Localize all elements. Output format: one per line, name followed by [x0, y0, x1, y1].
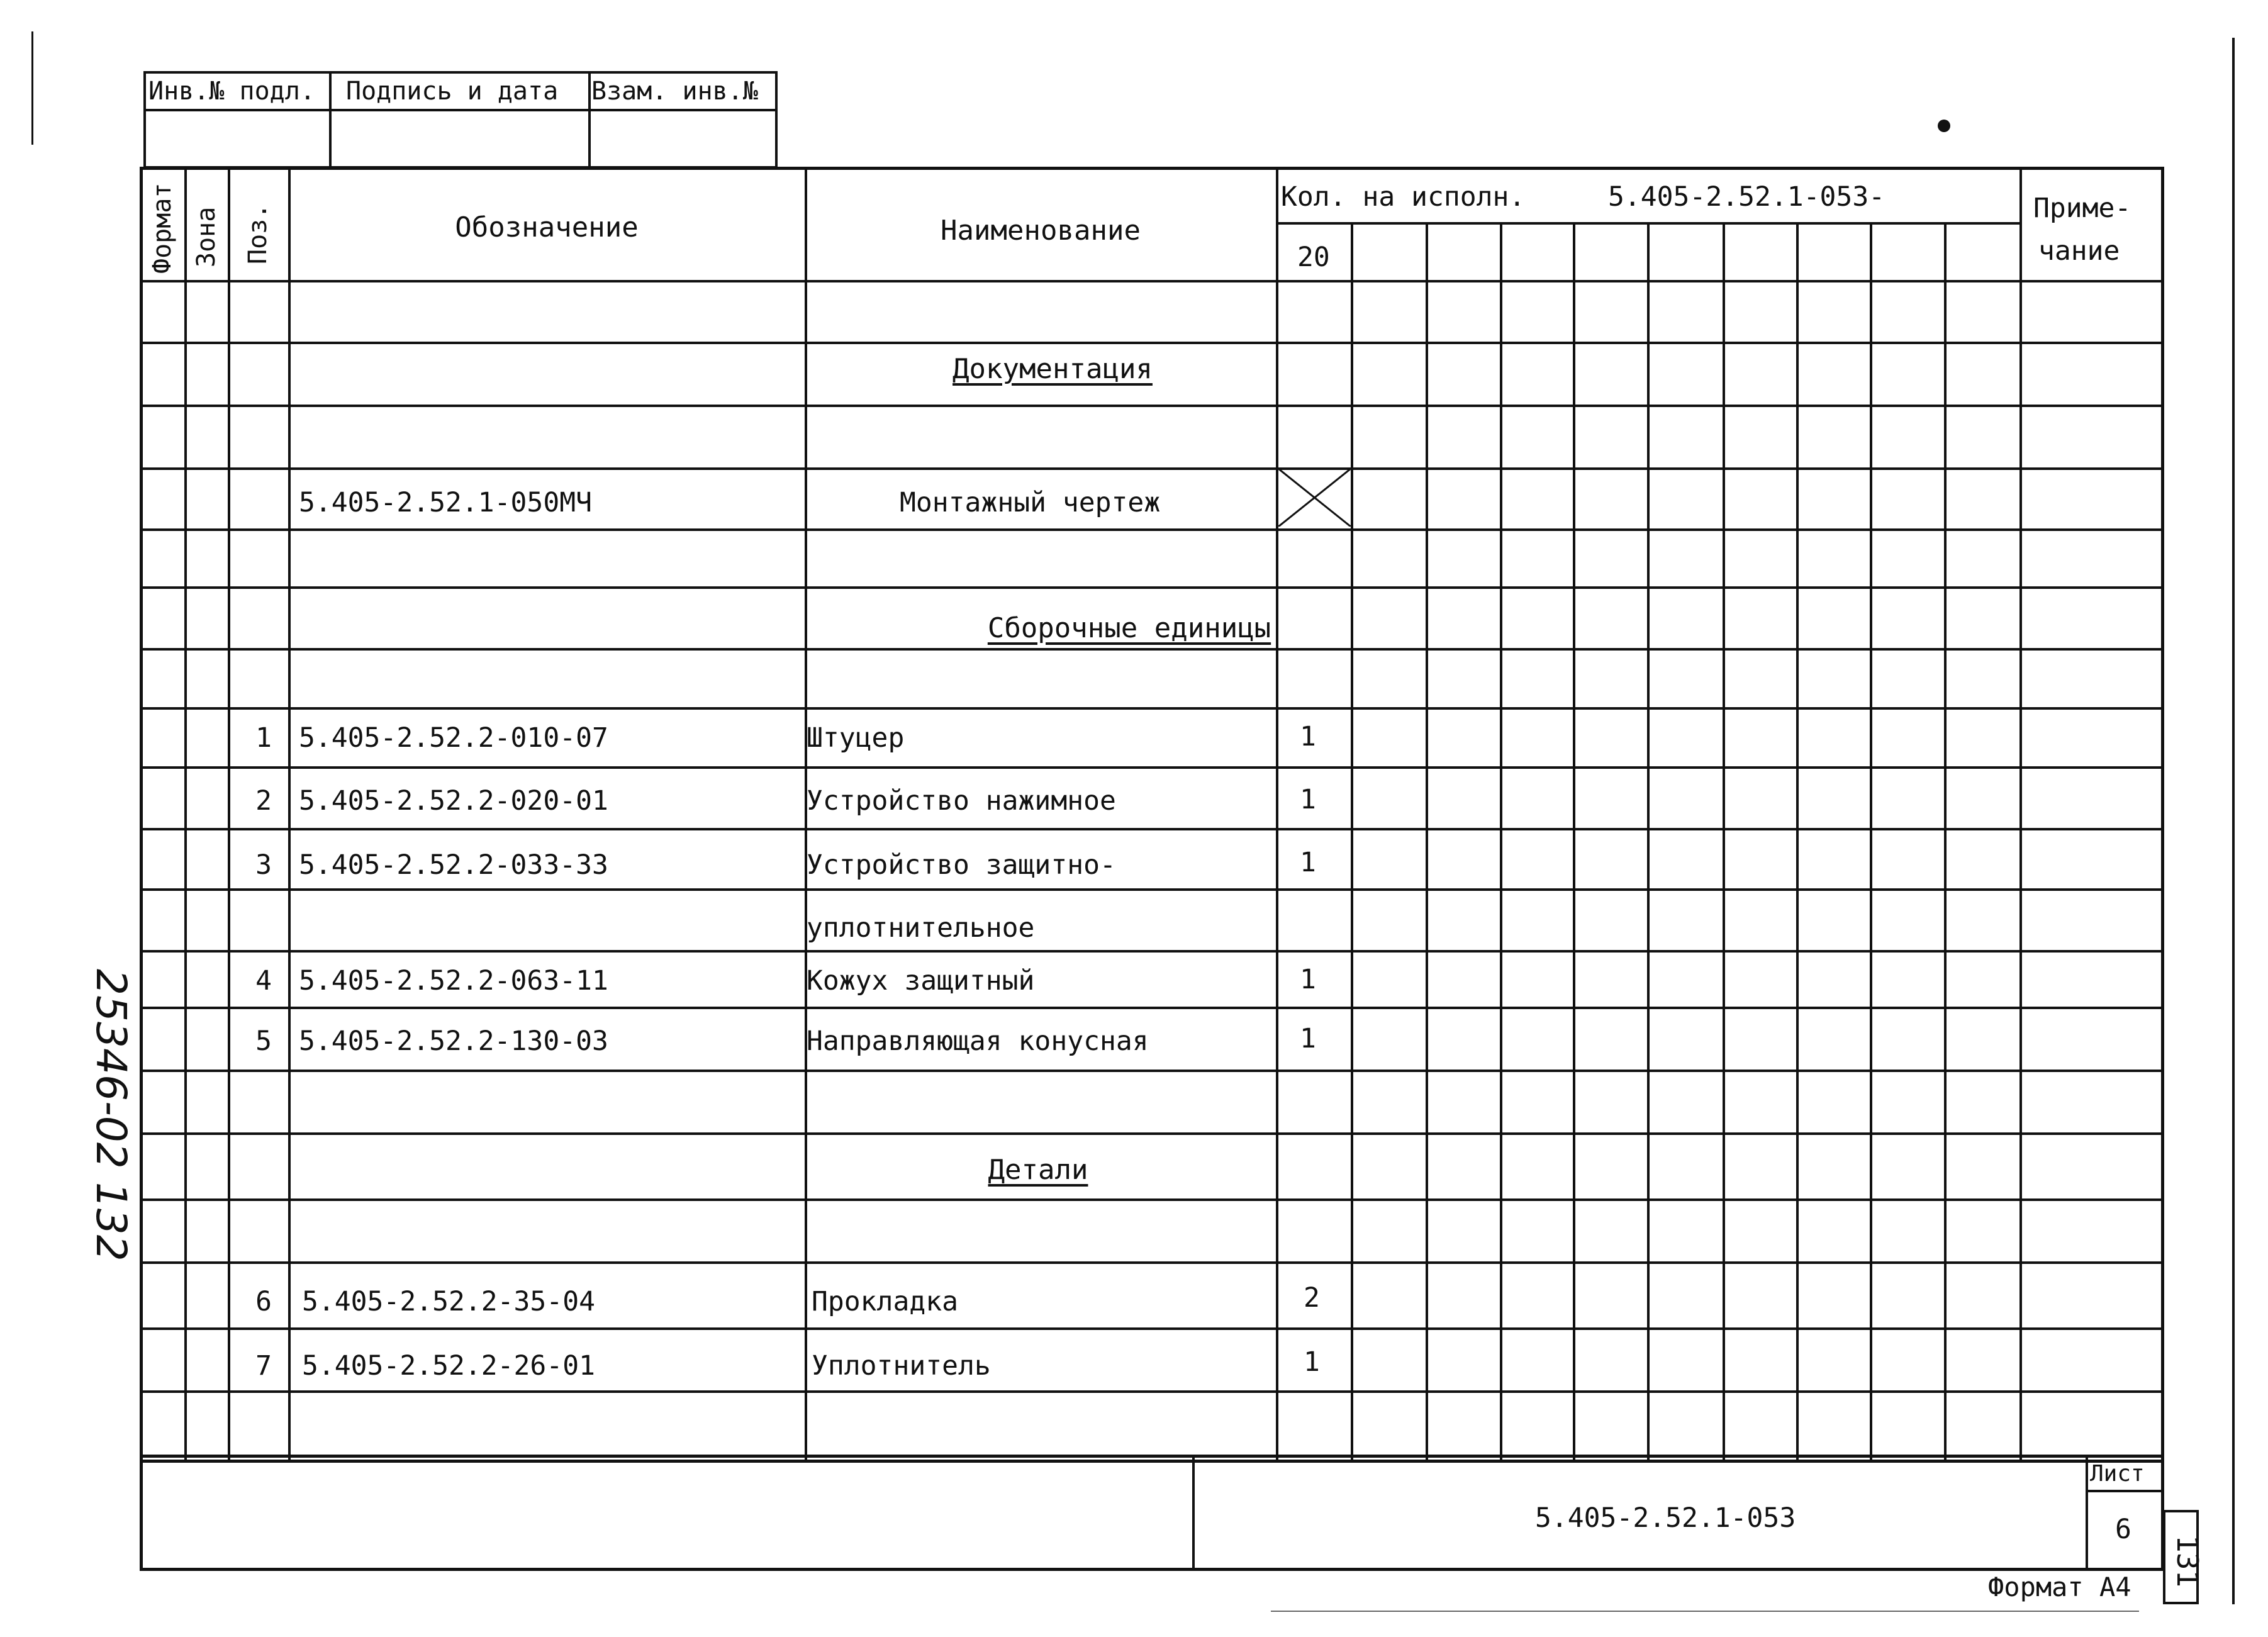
- doc-designation: 5.405-2.52.1-050МЧ: [299, 487, 592, 518]
- qty-5: 1: [1300, 1023, 1316, 1054]
- pos-6: 6: [255, 1286, 272, 1317]
- name-6: Прокладка: [812, 1286, 958, 1317]
- section-details: Детали: [988, 1154, 1088, 1186]
- qty-2: 1: [1300, 784, 1316, 815]
- handwritten-note: 25346-02 132: [87, 969, 135, 1261]
- pos-5: 5: [255, 1025, 272, 1057]
- footer-list-label: Лист: [2090, 1461, 2145, 1487]
- designation-5: 5.405-2.52.2-130-03: [299, 1025, 608, 1057]
- stamp-inv-podl: Инв.№ подл.: [148, 77, 315, 106]
- qty-4: 1: [1300, 964, 1316, 995]
- pos-3: 3: [255, 849, 272, 881]
- header-kol-na-ispoln: Кол. на исполн.: [1281, 181, 1526, 213]
- name-7: Уплотнитель: [812, 1350, 991, 1382]
- header-zona: Зона: [192, 206, 221, 267]
- header-format: Формат: [148, 182, 177, 274]
- stamp-podpis-data: Подпись и дата: [346, 77, 559, 106]
- header-primechanie-1: Приме-: [2033, 193, 2131, 224]
- designation-4: 5.405-2.52.2-063-11: [299, 965, 608, 997]
- name-4: Кожух защитный: [807, 965, 1035, 997]
- footer-format-label: Формат А4: [1988, 1572, 2131, 1602]
- doc-name: Монтажный чертеж: [900, 487, 1161, 518]
- qty-3: 1: [1300, 847, 1316, 878]
- stamp-vzam-inv: Взам. инв.№: [591, 77, 758, 106]
- name-1: Штуцер: [807, 722, 905, 754]
- section-documentation: Документация: [952, 353, 1153, 385]
- designation-7: 5.405-2.52.2-26-01: [302, 1350, 595, 1382]
- margin-line: [31, 31, 33, 145]
- header-poz: Поз.: [243, 203, 272, 264]
- designation-2: 5.405-2.52.2-020-01: [299, 785, 608, 817]
- designation-6: 5.405-2.52.2-35-04: [302, 1286, 595, 1317]
- footer-side-number: 131: [2170, 1535, 2204, 1588]
- qty-1: 1: [1300, 721, 1316, 752]
- pos-7: 7: [255, 1350, 272, 1382]
- footer-doc-number: 5.405-2.52.1-053: [1535, 1502, 1796, 1534]
- name-2: Устройство нажимное: [807, 785, 1116, 817]
- section-assembly-units: Сборочные единицы: [987, 612, 1271, 644]
- header-variant: 20: [1297, 242, 1330, 273]
- crossed-cell: [1278, 469, 1351, 527]
- qty-6: 2: [1304, 1282, 1320, 1314]
- ink-dot: [1938, 120, 1950, 132]
- designation-1: 5.405-2.52.2-010-07: [299, 722, 608, 754]
- qty-7: 1: [1304, 1346, 1320, 1378]
- name-3: Устройство защитно-: [807, 849, 1116, 881]
- name-5: Направляющая конусная: [807, 1025, 1149, 1057]
- footer-list-number: 6: [2115, 1514, 2131, 1545]
- header-doc-code: 5.405-2.52.1-053-: [1608, 181, 1885, 213]
- header-primechanie-2: чание: [2038, 235, 2120, 267]
- header-naimenovanie: Наименование: [941, 215, 1141, 247]
- pos-2: 2: [255, 785, 272, 817]
- name-3-cont: уплотнительное: [807, 912, 1035, 944]
- pos-4: 4: [255, 965, 272, 997]
- designation-3: 5.405-2.52.2-033-33: [299, 849, 608, 881]
- header-oboznachenie: Обозначение: [455, 211, 639, 243]
- pos-1: 1: [255, 722, 272, 754]
